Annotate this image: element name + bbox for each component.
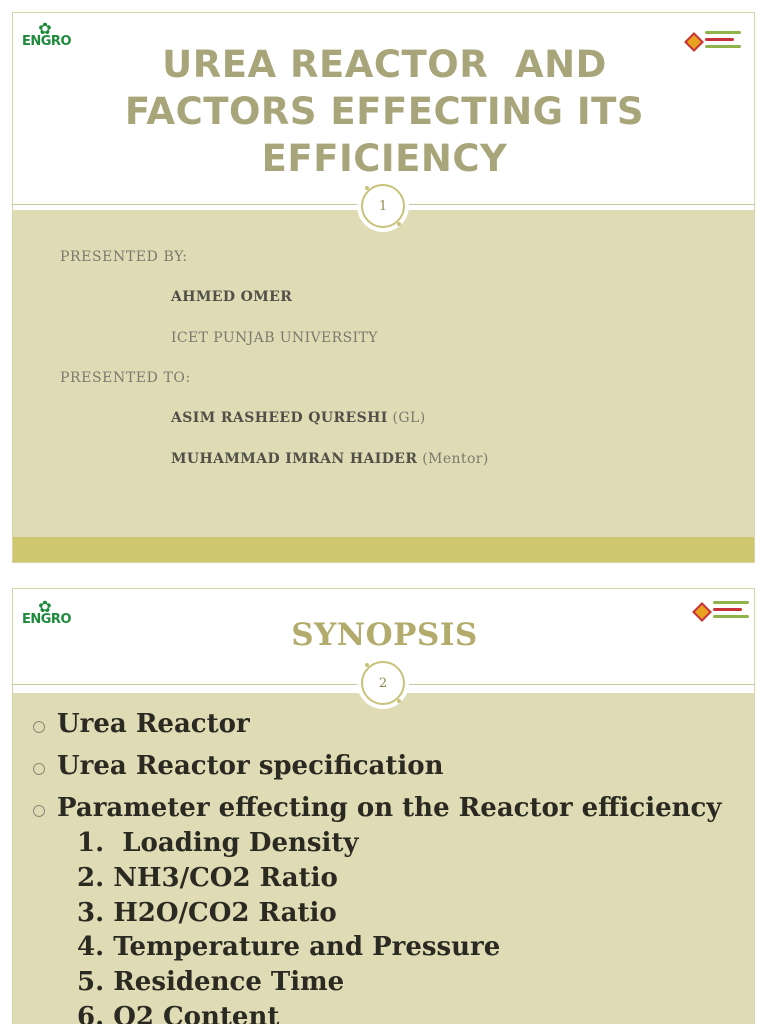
recipient-name: ASIM RASHEED QURESHI [171,410,388,426]
circle-bullet-icon [33,805,45,817]
bullet-item: Urea Reactor [57,709,250,739]
title-line-1: UREA REACTOR AND [162,43,607,86]
recipient-role: (GL) [392,410,426,426]
badge-dot-icon [397,222,401,226]
circle-bullet-icon [33,763,45,775]
slide-1 [12,12,755,563]
recipient-role: (Mentor) [422,451,489,467]
presented-by-label: PRESENTED BY: [60,249,188,265]
engro-logo-text: ENGRO [22,612,71,627]
badge-dot-icon [365,186,369,190]
engro-logo-text: ENGRO [22,34,71,49]
leaf-icon: ✿ [38,19,52,38]
slide-title: SYNOPSIS [291,617,478,653]
badge-dot-icon [397,699,401,703]
sub-item: 4. Temperature and Pressure [77,932,501,962]
page-number: 2 [378,675,388,691]
title-line-3: EFFICIENCY [261,137,508,180]
page-number-badge [361,661,405,705]
presenter-affiliation: ICET PUNJAB UNIVERSITY [171,330,378,346]
footer-band [13,537,755,563]
page-number-badge [361,184,405,228]
sub-item: 5. Residence Time [77,967,345,997]
sub-item: 1. Loading Density [77,828,359,858]
bullet-item: Urea Reactor specification [57,751,444,781]
sub-item: 6. O2 Content [77,1002,280,1024]
logo-lines [705,31,741,57]
leaf-icon: ✿ [38,597,52,616]
presented-to-label: PRESENTED TO: [60,370,191,386]
bullet-item: Parameter effecting on the Reactor efficiency [57,793,722,823]
recipient-name: MUHAMMAD IMRAN HAIDER [171,451,418,467]
title-line-2: FACTORS EFFECTING ITS [124,90,645,133]
recipient-1 [171,410,426,426]
badge-dot-icon [365,663,369,667]
recipient-2 [171,451,489,467]
sub-item: 2. NH3/CO2 Ratio [77,863,338,893]
slide-2 [12,588,755,1024]
presenter-name: AHMED OMER [171,289,293,305]
circle-bullet-icon [33,721,45,733]
sub-item: 3. H2O/CO2 Ratio [77,898,337,928]
slide-title [73,41,696,182]
page-number: 1 [378,198,388,214]
